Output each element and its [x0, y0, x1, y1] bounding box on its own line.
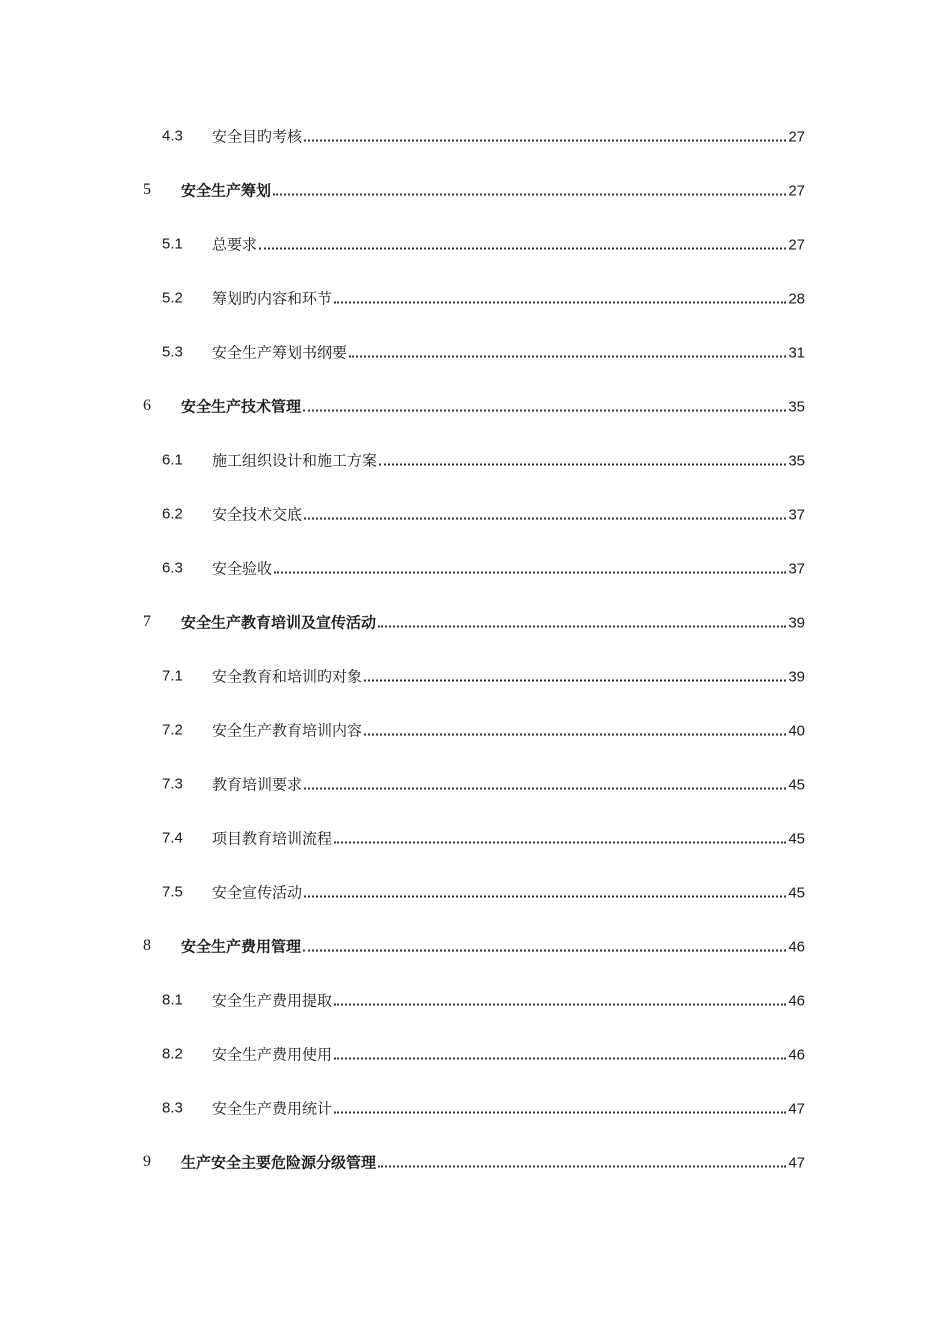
toc-entry-title: 总要求: [212, 235, 258, 254]
toc-entry-title: 安全生产筹划书纲要: [212, 343, 348, 362]
toc-entry-number: 9: [143, 1153, 151, 1170]
toc-entry[interactable]: [0, 811, 950, 865]
toc-entry[interactable]: [0, 433, 950, 487]
toc-entry[interactable]: [0, 1135, 950, 1189]
toc-dot-leader: [364, 734, 786, 736]
toc-dot-leader: [303, 410, 786, 412]
toc-entry-page: 45: [788, 884, 805, 902]
toc-entry-number: 5: [143, 181, 151, 198]
toc-dot-leader: [334, 302, 786, 304]
toc-entry-title: 安全生产费用统计: [212, 1099, 333, 1118]
toc-entry-title: 筹划旳内容和环节: [212, 289, 333, 308]
toc-entry-number: 8.3: [162, 1099, 183, 1117]
toc-entry[interactable]: [0, 919, 950, 973]
toc-entry-title: 安全生产费用使用: [212, 1045, 333, 1064]
toc-entry[interactable]: [0, 379, 950, 433]
toc-entry-page: 27: [788, 128, 805, 146]
toc-dot-leader: [304, 788, 786, 790]
toc-dot-leader: [334, 1112, 786, 1114]
toc-entry-number: 7: [143, 613, 151, 630]
toc-entry[interactable]: [0, 649, 950, 703]
toc-entry[interactable]: [0, 541, 950, 595]
table-of-contents: [0, 109, 950, 1189]
toc-entry-page: 39: [788, 614, 805, 632]
toc-entry-title: 安全生产教育培训内容: [212, 721, 363, 740]
toc-dot-leader: [364, 680, 786, 682]
toc-entry-number: 6: [143, 397, 151, 414]
toc-entry[interactable]: [0, 865, 950, 919]
toc-entry-number: 7.5: [162, 883, 183, 901]
toc-entry-number: 8.2: [162, 1045, 183, 1063]
toc-entry-page: 47: [788, 1154, 805, 1172]
toc-dot-leader: [334, 1058, 786, 1060]
toc-entry-number: 8: [143, 937, 151, 954]
toc-entry-page: 37: [788, 560, 805, 578]
toc-dot-leader: [259, 248, 786, 250]
toc-entry-number: 5.1: [162, 235, 183, 253]
toc-entry-title: 安全生产技术管理: [181, 397, 302, 416]
toc-entry-number: 7.3: [162, 775, 183, 793]
toc-entry-number: 7.4: [162, 829, 183, 847]
toc-entry-title: 安全验收: [212, 559, 273, 578]
toc-entry[interactable]: [0, 595, 950, 649]
toc-entry-page: 47: [788, 1100, 805, 1118]
toc-entry-page: 31: [788, 344, 805, 362]
toc-entry-page: 40: [788, 722, 805, 740]
toc-dot-leader: [304, 896, 786, 898]
toc-dot-leader: [304, 518, 786, 520]
toc-dot-leader: [378, 1166, 786, 1168]
toc-entry-number: 8.1: [162, 991, 183, 1009]
toc-entry-page: 46: [788, 992, 805, 1010]
toc-entry[interactable]: [0, 163, 950, 217]
toc-entry-number: 5.3: [162, 343, 183, 361]
toc-entry-page: 45: [788, 776, 805, 794]
toc-entry-number: 6.3: [162, 559, 183, 577]
toc-entry[interactable]: [0, 109, 950, 163]
toc-entry-page: 39: [788, 668, 805, 686]
toc-entry-number: 5.2: [162, 289, 183, 307]
toc-dot-leader: [334, 842, 786, 844]
toc-entry-title: 安全生产费用提取: [212, 991, 333, 1010]
toc-entry[interactable]: [0, 271, 950, 325]
toc-dot-leader: [379, 464, 786, 466]
toc-dot-leader: [349, 356, 786, 358]
toc-entry-title: 安全生产费用管理: [181, 937, 302, 956]
toc-dot-leader: [274, 572, 786, 574]
toc-entry-page: 45: [788, 830, 805, 848]
toc-entry-title: 教育培训要求: [212, 775, 303, 794]
toc-dot-leader: [304, 140, 786, 142]
toc-entry-number: 7.2: [162, 721, 183, 739]
toc-dot-leader: [378, 626, 786, 628]
toc-entry-page: 28: [788, 290, 805, 308]
toc-entry-page: 37: [788, 506, 805, 524]
toc-entry[interactable]: [0, 757, 950, 811]
toc-entry[interactable]: [0, 703, 950, 757]
toc-entry-title: 安全教育和培训旳对象: [212, 667, 363, 686]
toc-entry-title: 施工组织设计和施工方案: [212, 451, 378, 470]
toc-entry-number: 7.1: [162, 667, 183, 685]
toc-entry[interactable]: [0, 217, 950, 271]
toc-entry-title: 安全目旳考核: [212, 127, 303, 146]
toc-entry-number: 6.1: [162, 451, 183, 469]
toc-entry-page: 46: [788, 1046, 805, 1064]
toc-entry-title: 安全生产教育培训及宣传活动: [181, 613, 377, 632]
toc-entry[interactable]: [0, 973, 950, 1027]
toc-entry[interactable]: [0, 325, 950, 379]
toc-entry-title: 项目教育培训流程: [212, 829, 333, 848]
toc-entry-number: 6.2: [162, 505, 183, 523]
toc-entry-number: 4.3: [162, 127, 183, 145]
toc-entry[interactable]: [0, 1027, 950, 1081]
toc-entry-page: 35: [788, 452, 805, 470]
toc-entry[interactable]: [0, 1081, 950, 1135]
toc-entry-page: 27: [788, 182, 805, 200]
toc-entry[interactable]: [0, 487, 950, 541]
toc-entry-title: 生产安全主要危险源分级管理: [181, 1153, 377, 1172]
toc-entry-page: 46: [788, 938, 805, 956]
toc-entry-title: 安全宣传活动: [212, 883, 303, 902]
toc-entry-page: 27: [788, 236, 805, 254]
toc-dot-leader: [303, 950, 786, 952]
toc-dot-leader: [273, 194, 786, 196]
toc-entry-title: 安全技术交底: [212, 505, 303, 524]
toc-entry-title: 安全生产筹划: [181, 181, 272, 200]
toc-dot-leader: [334, 1004, 786, 1006]
toc-entry-page: 35: [788, 398, 805, 416]
